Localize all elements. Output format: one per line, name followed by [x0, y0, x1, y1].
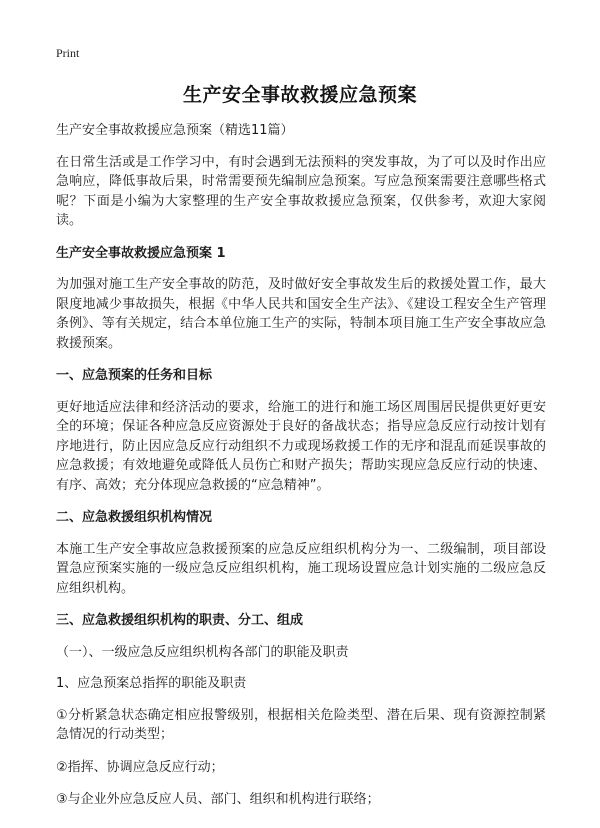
section-1-heading: 生产安全事故救援应急预案 1 [56, 245, 226, 261]
duties-point-3: ③与企业外应急反应人员、部门、组织和机构进行联络； [56, 792, 380, 807]
document-subtitle: 生产安全事故救援应急预案（精选11篇） [56, 123, 294, 138]
tasks-heading: 一、应急预案的任务和目标 [56, 368, 213, 383]
duties-item-1: 1、应急预案总指挥的职能及职责 [56, 676, 247, 691]
print-label: Print [56, 46, 80, 60]
tasks-paragraph: 更好地适应法律和经济活动的要求，给施工的进行和施工场区周围居民提供更好更安全的环境；保证各种应急反应资源处于良好的备战状态；指导应急反应行动按计划有序地进行，防止因应急反应行动组织不力或现场救援工作的无序和混乱而延误事故的应急救援；有效地避免或降低人员伤亡和财产损失；帮助实现应急反应行动的快速、有序、高效；充分体现应急救援的“应急精神”。 [56, 399, 546, 493]
organization-paragraph: 本施工生产安全事故应急救援预案的应急反应组织机构分为一、二级编制，项目部设置急应预案实施的一级应急反应组织机构，施工现场设置应急计划实施的二级应急反应组织机构。 [56, 541, 546, 596]
duties-heading: 三、应急救援组织机构的职责、分工、组成 [56, 613, 304, 628]
duties-point-1: ①分析紧急状态确定相应报警级别，根据相关危险类型、潜在后果、现有资源控制紧急情况的行动类型； [56, 707, 546, 742]
document-body [56, 121, 546, 823]
organization-heading: 二、应急救援组织机构情况 [56, 510, 213, 525]
intro-paragraph: 在日常生活或是工作学习中，有时会遇到无法预料的突发事故，为了可以及时作出应急响应，降低事故后果，时常需要预先编制应急预案。写应急预案需要注意哪些格式呢？下面是小编为大家整理的生产安全事故救援应急预案，仅供参考，欢迎大家阅读。 [56, 154, 546, 228]
duties-subsection: （一）、一级应急反应组织机构各部门的职能及职责 [56, 644, 349, 660]
section-1-paragraph: 为加强对施工生产安全事故的防范，及时做好安全事故发生后的救援处置工作，最大限度地减少事故损失，根据《中华人民共和国安全生产法》、《建设工程安全生产管理条例》、等有关规定，结合本单位施工生产的实际，特制本项目施工生产安全事故应急救援预案。 [56, 277, 546, 351]
document-title: 生产安全事故救援应急预案 [182, 84, 417, 106]
duties-point-2: ②指挥、协调应急反应行动； [56, 759, 224, 775]
